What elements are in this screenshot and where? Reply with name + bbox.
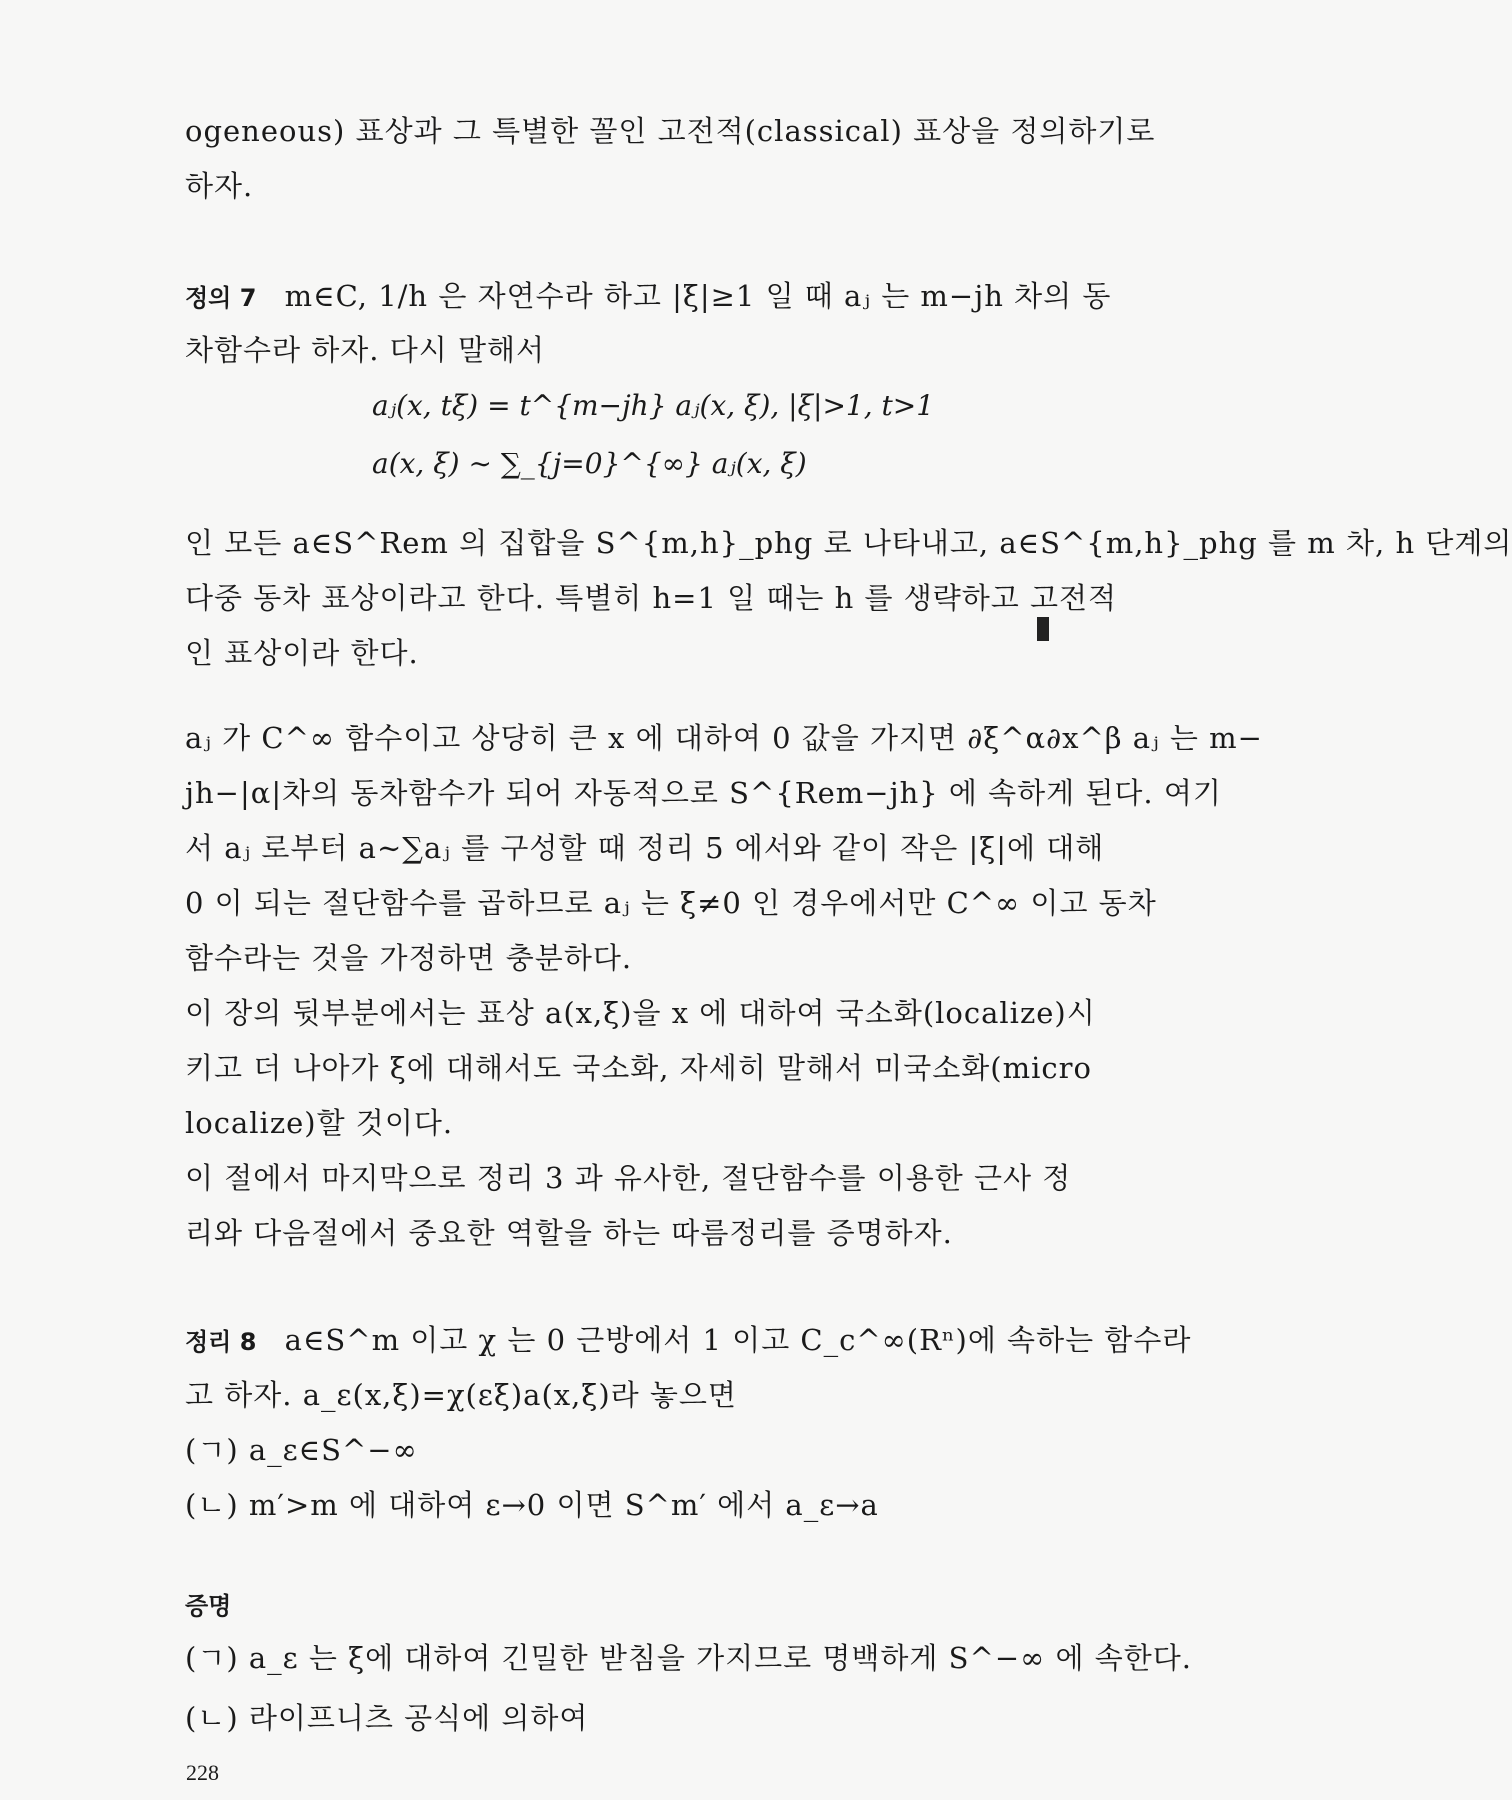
- text-line: m∈C, 1/h 은 자연수라 하고 |ξ|≥1 일 때 aⱼ 는 m−jh 차의 동: [284, 279, 1112, 313]
- text-line: jh−|α|차의 동차함수가 되어 자동적으로 S^{Rem−jh} 에 속하게 된다. 여기: [185, 776, 1222, 810]
- text-line: (ㄴ) m′>m 에 대하여 ε→0 이면 S^m′ 에서 a_ε→a: [185, 1488, 879, 1522]
- text-line: 인 모든 a∈S^Rem 의 집합을 S^{m,h}_phg 로 나타내고, a∈S^{m,h}_phg 를 m 차, h 단계의: [185, 526, 1512, 560]
- proof-heading: [185, 1586, 231, 1624]
- text-line: 차함수라 하자. 다시 말해서: [185, 333, 546, 367]
- text-line: (ㄱ) a_ε 는 ξ에 대하여 긴밀한 받침을 가지므로 명백하게 S^−∞ 에 속한다.: [185, 1641, 1192, 1675]
- theorem-8: [185, 1322, 1191, 1360]
- text-line: 고 하자. a_ε(x,ξ)=χ(εξ)a(x,ξ)라 놓으면: [185, 1378, 737, 1412]
- proof-label: 증명: [185, 1592, 232, 1620]
- end-of-definition-mark: [1037, 617, 1049, 641]
- text-line: 이 장의 뒷부분에서는 표상 a(x,ξ)을 x 에 대하여 국소화(localize)시: [185, 996, 1096, 1030]
- text-line: 함수라는 것을 가정하면 충분하다.: [185, 941, 633, 975]
- theorem-label: 정리 8: [185, 1328, 257, 1356]
- text-line: 키고 더 나아가 ξ에 대해서도 국소화, 자세히 말해서 미국소화(micro: [185, 1051, 1092, 1085]
- text-line: (ㄱ) a_ε∈S^−∞: [185, 1433, 418, 1467]
- text-line: localize)할 것이다.: [185, 1106, 454, 1140]
- text-line: aⱼ 가 C^∞ 함수이고 상당히 큰 x 에 대하여 0 값을 가지면 ∂ξ^α∂x^β aⱼ 는 m−: [185, 721, 1263, 755]
- text-line: 인 표상이라 한다.: [185, 636, 419, 670]
- definition-label: 정의 7: [185, 284, 257, 312]
- definition-7: [185, 278, 1111, 316]
- equation: aⱼ(x, tξ) = t^{m−jh} aⱼ(x, ξ), |ξ|>1, t>1: [372, 389, 935, 422]
- page-number: 228: [186, 1760, 219, 1785]
- equation: a(x, ξ) ∼ ∑_{j=0}^{∞} aⱼ(x, ξ): [372, 447, 807, 480]
- text-line: 하자.: [185, 169, 254, 203]
- text-line: 0 이 되는 절단함수를 곱하므로 aⱼ 는 ξ≠0 인 경우에서만 C^∞ 이고 동차: [185, 886, 1157, 920]
- text-line: 리와 다음절에서 중요한 역할을 하는 따름정리를 증명하자.: [185, 1216, 953, 1250]
- text-line: 이 절에서 마지막으로 정리 3 과 유사한, 절단함수를 이용한 근사 정: [185, 1161, 1072, 1195]
- text-line: (ㄴ) 라이프니츠 공식에 의하여: [185, 1701, 589, 1735]
- text-line: a∈S^m 이고 χ 는 0 근방에서 1 이고 C_c^∞(Rⁿ)에 속하는 함수라: [284, 1323, 1192, 1357]
- text-line: 서 aⱼ 로부터 a∼∑aⱼ 를 구성할 때 정리 5 에서와 같이 작은 |ξ|에 대해: [185, 831, 1105, 865]
- text-line: ogeneous) 표상과 그 특별한 꼴인 고전적(classical) 표상을 정의하기로: [185, 114, 1156, 148]
- text-line: 다중 동차 표상이라고 한다. 특별히 h=1 일 때는 h 를 생략하고 고전적: [185, 581, 1118, 615]
